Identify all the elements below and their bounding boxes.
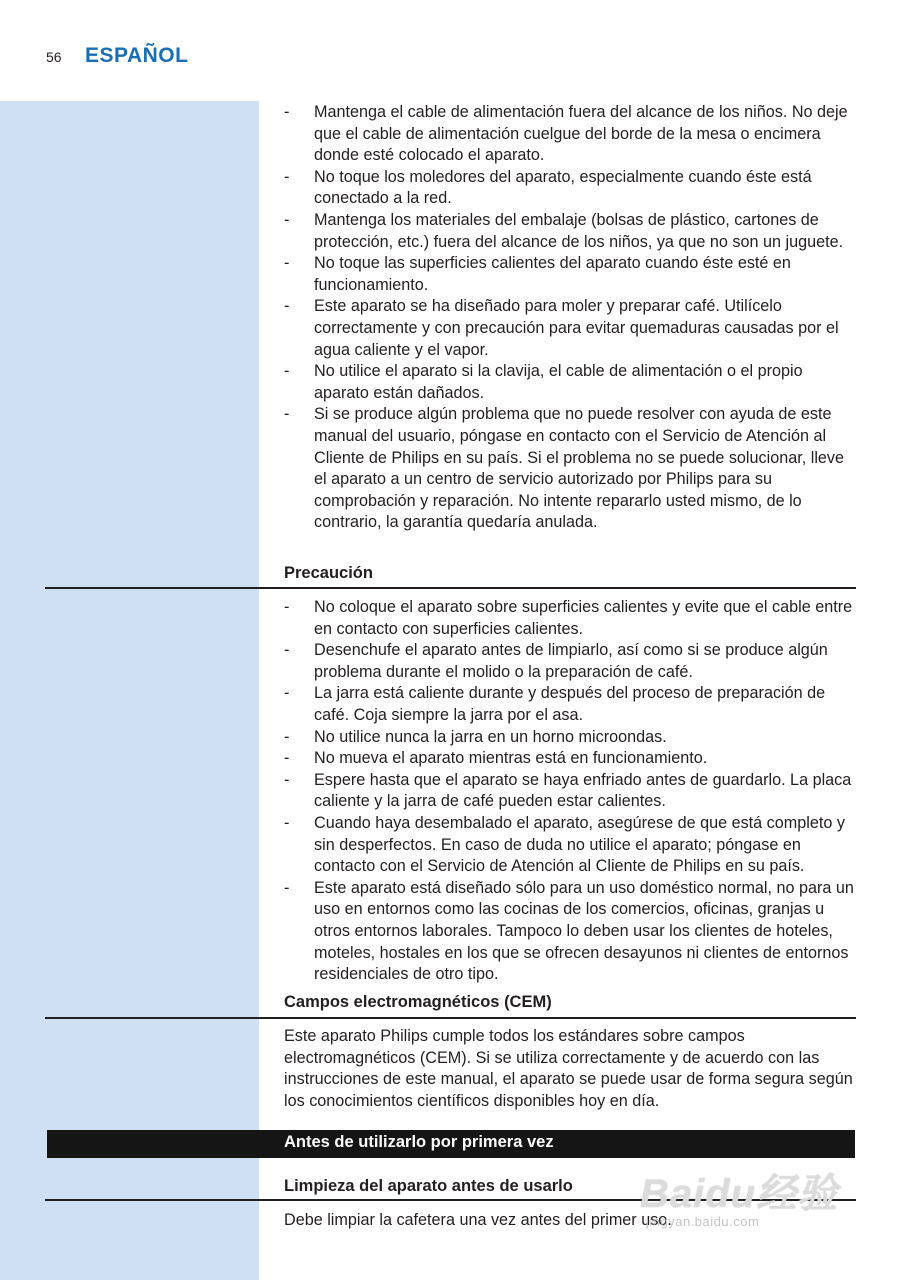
cleaning-paragraph: Debe limpiar la cafetera una vez antes del primer uso. (284, 1211, 672, 1229)
language-title: ESPAÑOL (85, 44, 189, 67)
list-item: - No coloque el aparato sobre superficies calientes y evite que el cable entre en contacto con superficies calientes. (284, 598, 853, 638)
emf-paragraph: Este aparato Philips cumple todos los estándares sobre campos electromagnéticos (CEM). Si se utiliza correctamente y de acuerdo con las instrucciones de este manual, el aparato se puede usar de forma segura según los conocimientos científicos disponibles hoy en día. (284, 1027, 853, 1110)
caution-section (284, 597, 856, 986)
list-item: - No utilice nunca la jarra en un horno microondas. (284, 727, 856, 749)
warnings-list (284, 102, 856, 534)
list-item: - La jarra está caliente durante y después del proceso de preparación de café. Coja siempre la jarra por el asa. (284, 684, 826, 724)
warnings-section (284, 102, 856, 534)
list-item: - Este aparato está diseñado sólo para un uso doméstico normal, no para un uso en entornos como las cocinas de los comercios, oficinas, granjas u otros entornos laborales. Tampoco lo deben usar los clientes de hoteles, moteles, hostales en los que se ofrecen desayunos ni clientes de entornos residenciales de otro tipo. (284, 878, 854, 984)
list-dash: - (284, 727, 290, 746)
watermark-logo: Baidu经验 (640, 1172, 839, 1216)
section-divider (45, 587, 856, 589)
list-dash: - (284, 362, 290, 381)
section-divider (45, 1017, 856, 1019)
list-item: - Espere hasta que el aparato se haya enfriado antes de guardarlo. La placa caliente y la jarra de café pueden estar calientes. (284, 770, 852, 811)
emf-heading: Campos electromagnéticos (CEM) (284, 993, 552, 1011)
sidebar-band (0, 101, 259, 1280)
list-item: - No utilice el aparato si la clavija, el cable de alimentación o el propio aparato están dañados. (284, 362, 803, 402)
list-dash: - (284, 297, 290, 316)
list-dash: - (284, 103, 290, 121)
list-dash: - (284, 684, 290, 703)
list-item: - Mantenga los materiales del embalaje (bolsas de plástico, cartones de protección, etc.) fuera del alcance de los niños, ya que no son un juguete. (284, 210, 844, 251)
list-dash: - (284, 598, 290, 616)
list-dash: - (284, 405, 290, 424)
list-item: - Mantenga el cable de alimentación fuera del alcance de los niños. No deje que el cable de alimentación cuelgue del borde de la mesa o encimera donde esté colocado el aparato. (284, 103, 848, 165)
list-dash: - (284, 770, 290, 789)
list-item: - Si se produce algún problema que no puede resolver con ayuda de este manual del usuario, póngase en contacto con el Servicio de Atención al Cliente de Philips en su país. Si el problema no se puede solucionar, lleve el aparato a un centro de servicio autorizado por Philips para su comprobación y reparación. No intente repararlo usted mismo, de lo contrario, la garantía quedaría anulada. (284, 405, 845, 532)
list-item: - No toque los moledores del aparato, especialmente cuando éste está conectado a la red. (284, 167, 812, 208)
first-use-banner (47, 1130, 855, 1158)
list-dash: - (284, 878, 290, 897)
list-dash: - (284, 813, 290, 832)
first-use-banner-title: Antes de utilizarlo por primera vez (284, 1133, 554, 1151)
list-dash: - (284, 167, 290, 186)
page-number: 56 (46, 49, 62, 65)
list-item: - No mueva el aparato mientras está en funcionamiento. (284, 748, 856, 770)
caution-heading: Precaución (284, 564, 373, 582)
watermark-url: jingyan.baidu.com (646, 1214, 760, 1229)
list-dash: - (284, 210, 290, 229)
watermark (640, 1162, 860, 1242)
list-item: - Desenchufe el aparato antes de limpiarlo, así como si se produce algún problema durante el molido o la preparación de café. (284, 641, 828, 681)
cleaning-heading: Limpieza del aparato antes de usarlo (284, 1177, 573, 1195)
list-item: - No toque las superficies calientes del aparato cuando éste esté en funcionamiento. (284, 254, 791, 294)
list-dash: - (284, 641, 290, 660)
caution-list (284, 597, 856, 986)
list-item: - Este aparato se ha diseñado para moler y preparar café. Utilícelo correctamente y con precaución para evitar quemaduras causadas por el agua caliente y el vapor. (284, 297, 839, 359)
list-dash: - (284, 254, 290, 273)
list-dash: - (284, 749, 290, 768)
list-item: - Cuando haya desembalado el aparato, asegúrese de que está completo y sin desperfectos. En caso de duda no utilice el aparato; póngase en contacto con el Servicio de Atención al Cliente de Philips en su país. (284, 813, 845, 876)
